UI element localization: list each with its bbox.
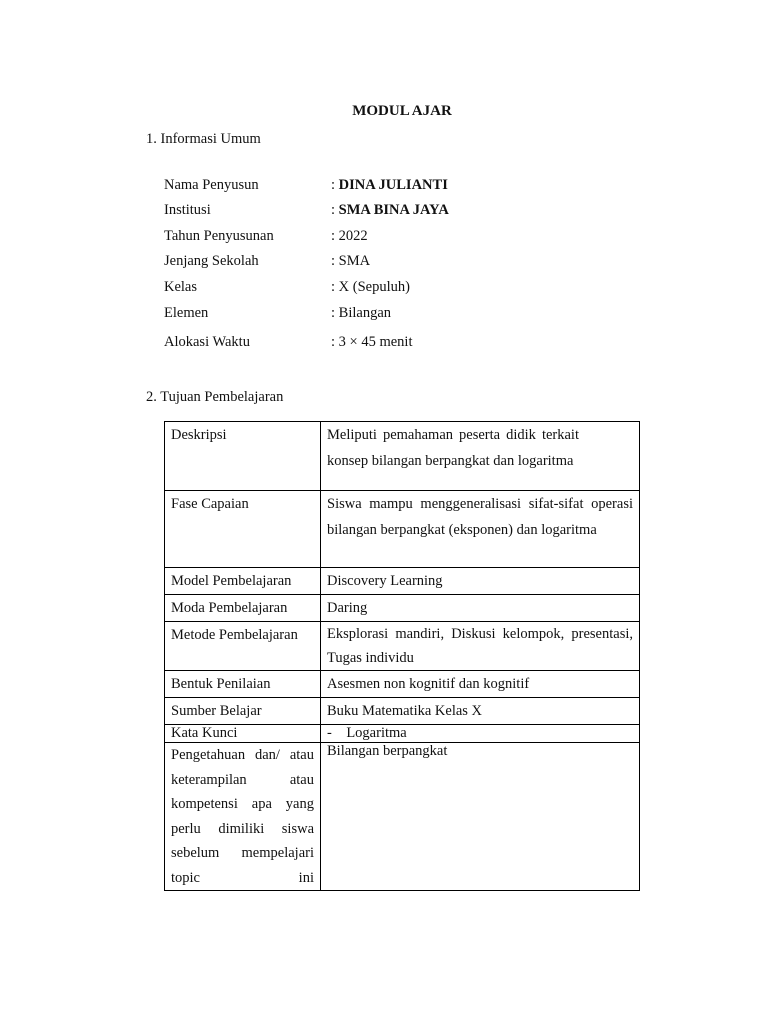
table-cell-label: Metode Pembelajaran bbox=[165, 622, 321, 671]
table-cell-label: Pengetahuan dan/ atau keterampilan atau kompetensi apa yang perlu dimiliki siswa sebelum mempelajari topic ini bbox=[165, 743, 321, 891]
table-row bbox=[165, 568, 640, 595]
table-cell-value: Bilangan berpangkat bbox=[321, 743, 640, 891]
table-cell-label: Model Pembelajaran bbox=[165, 568, 321, 595]
info-value-jenjang-sekolah: : SMA bbox=[331, 253, 371, 269]
info-label-jenjang-sekolah: Jenjang Sekolah bbox=[164, 253, 259, 269]
table-cell-label: Bentuk Penilaian bbox=[165, 671, 321, 698]
table-cell-label: Deskripsi bbox=[165, 422, 321, 491]
info-label-alokasi-waktu: Alokasi Waktu bbox=[164, 334, 250, 350]
table-cell-value: Buku Matematika Kelas X bbox=[321, 698, 640, 725]
info-value-elemen: : Bilangan bbox=[331, 305, 392, 321]
table-cell-value: Meliputi pemahaman peserta didik terkait konsep bilangan berpangkat dan logaritma bbox=[321, 422, 640, 491]
info-value-institusi: : SMA BINA JAYA bbox=[331, 202, 449, 218]
info-label-elemen: Elemen bbox=[164, 305, 209, 321]
table-row bbox=[165, 743, 640, 891]
table-cell-label: Fase Capaian bbox=[165, 491, 321, 568]
section-heading-tujuan-pembelajaran: 2. Tujuan Pembelajaran bbox=[146, 389, 284, 405]
table-row bbox=[165, 725, 640, 743]
table-cell-value: Asesmen non kognitif dan kognitif bbox=[321, 671, 640, 698]
info-value-tahun-penyusunan: : 2022 bbox=[331, 228, 368, 244]
table-row bbox=[165, 422, 640, 491]
table-row bbox=[165, 491, 640, 568]
info-label-kelas: Kelas bbox=[164, 279, 198, 295]
table-cell-label: Moda Pembelajaran bbox=[165, 595, 321, 622]
info-value-alokasi-waktu: : 3 × 45 menit bbox=[331, 334, 413, 350]
table-row bbox=[165, 698, 640, 725]
document-title: MODUL AJAR bbox=[352, 103, 452, 119]
info-value-kelas: : X (Sepuluh) bbox=[331, 279, 410, 295]
info-value-nama-penyusun: : DINA JULIANTI bbox=[331, 177, 448, 193]
table-cell-value: Discovery Learning bbox=[321, 568, 640, 595]
table-cell-value: Siswa mampu menggeneralisasi sifat-sifat operasi bilangan berpangkat (eksponen) dan logaritma bbox=[321, 491, 640, 568]
table-cell-label: Kata Kunci bbox=[165, 725, 321, 743]
table-row bbox=[165, 622, 640, 671]
table-cell-value: Eksplorasi mandiri, Diskusi kelompok, presentasi, Tugas individu bbox=[321, 622, 640, 671]
tujuan-pembelajaran-table bbox=[164, 421, 640, 891]
info-label-tahun-penyusunan: Tahun Penyusunan bbox=[164, 228, 274, 244]
table-cell-value: - Logaritma bbox=[321, 725, 640, 743]
table-cell-value: Daring bbox=[321, 595, 640, 622]
table-row bbox=[165, 595, 640, 622]
table-row bbox=[165, 671, 640, 698]
info-label-nama-penyusun: Nama Penyusun bbox=[164, 177, 259, 193]
table-cell-label: Sumber Belajar bbox=[165, 698, 321, 725]
info-label-institusi: Institusi bbox=[164, 202, 211, 218]
section-heading-informasi-umum: 1. Informasi Umum bbox=[146, 131, 261, 147]
